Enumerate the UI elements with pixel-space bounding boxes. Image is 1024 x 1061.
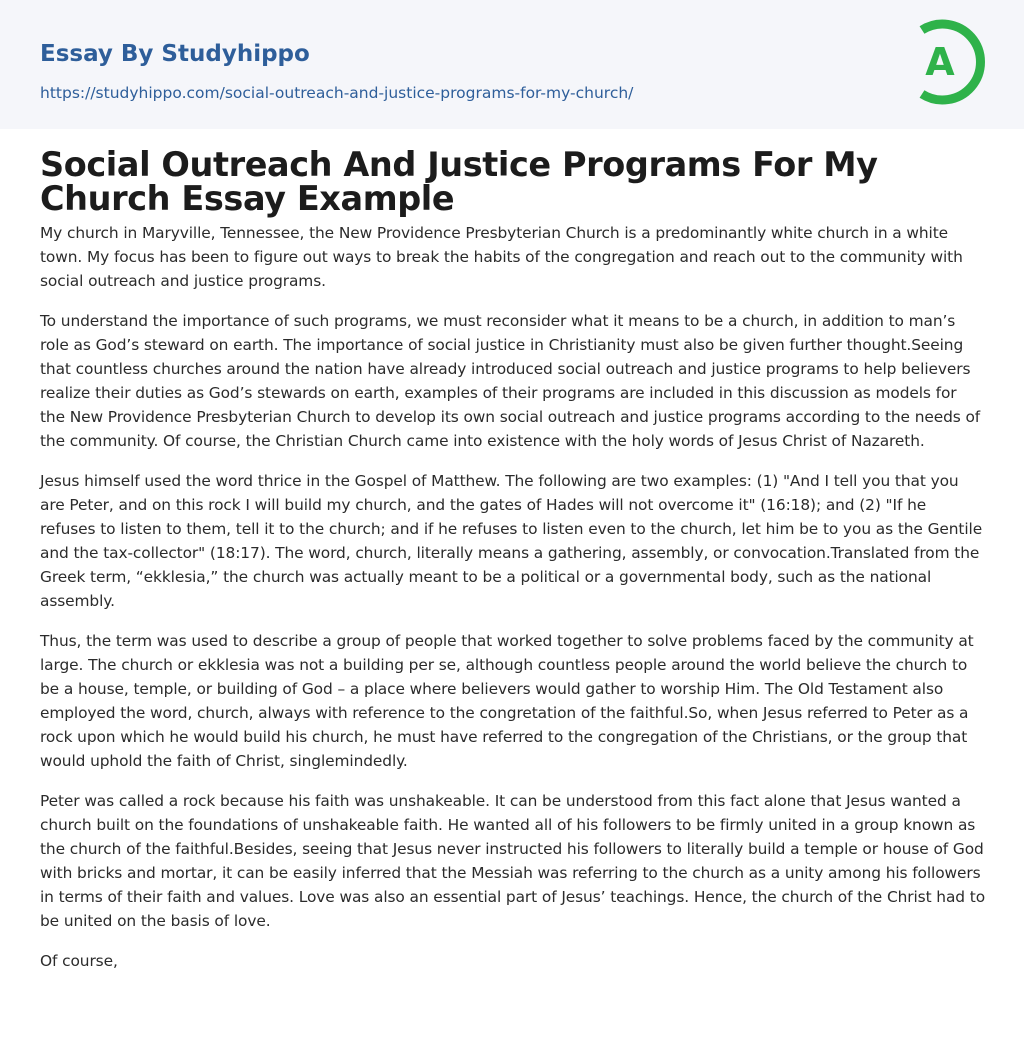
brand-name[interactable]: Essay By Studyhippo — [40, 41, 310, 67]
article-paragraph: Of course, — [40, 952, 118, 970]
article-paragraph: My church in Maryville, Tennessee, the New Providence Presbyterian Church is a predominantly white church in a white town. My focus has been to figure out ways to break the habits of the congregation and reach out to the community with social outreach and justice programs. — [40, 224, 963, 290]
site-header — [0, 0, 1024, 129]
source-url-link[interactable]: https://studyhippo.com/social-outreach-and-justice-programs-for-my-church/ — [40, 84, 634, 102]
article-paragraph: Jesus himself used the word thrice in the Gospel of Matthew. The following are two examples: (1) "And I tell you that you are Peter, and on this rock I will build my church, and the gates of Hades will not overcome it" (16:18); and (2) "If he refuses to listen to them, tell it to the church; and if he refuses to listen even to the church, let him be to you as the Gentile and the tax-collector" (18:17). The word, church, literally means a gathering, assembly, or convocation.Translated from the Greek term, “ekklesia,” the church was actually meant to be a political or a governmental body, such as the national assembly. — [40, 472, 983, 610]
studyhippo-logo-icon[interactable] — [906, 18, 988, 106]
page-title: Social Outreach And Justice Programs For My Church Essay Example — [40, 145, 878, 218]
article — [40, 145, 986, 989]
logo-letter: A — [925, 40, 955, 84]
article-paragraph: To understand the importance of such programs, we must reconsider what it means to be a church, in addition to man’s role as God’s steward on earth. The importance of social justice in Christianity must also be given further thought.Seeing that countless churches around the nation have already introduced social outreach and justice programs to help believers realize their duties as God’s stewards on earth, examples of their programs are included in this discussion as models for the New Providence Presbyterian Church to develop its own social outreach and justice programs according to the needs of the community. Of course, the Christian Church came into existence with the holy words of Jesus Christ of Nazareth. — [40, 312, 981, 450]
article-paragraph: Thus, the term was used to describe a group of people that worked together to solve problems faced by the community at large. The church or ekklesia was not a building per se, although countless people around the world believe the church to be a house, temple, or building of God – a place where believers would gather to worship Him. The Old Testament also employed the word, church, always with reference to the congretation of the faithful.So, when Jesus referred to Peter as a rock upon which he would build his church, he must have referred to the congregation of the Christians, or the group that would uphold the faith of Christ, singlemindedly. — [40, 632, 974, 770]
article-paragraph: Peter was called a rock because his faith was unshakeable. It can be understood from this fact alone that Jesus wanted a church built on the foundations of unshakeable faith. He wanted all of his followers to be firmly united in a group known as the church of the faithful.Besides, seeing that Jesus never instructed his followers to literally build a temple or house of God with bricks and mortar, it can be easily inferred that the Messiah was referring to the church as a unity among his followers in terms of their faith and values. Love was also an essential part of Jesus’ teachings. Hence, the church of the Christ had to be united on the basis of love. — [40, 792, 986, 930]
